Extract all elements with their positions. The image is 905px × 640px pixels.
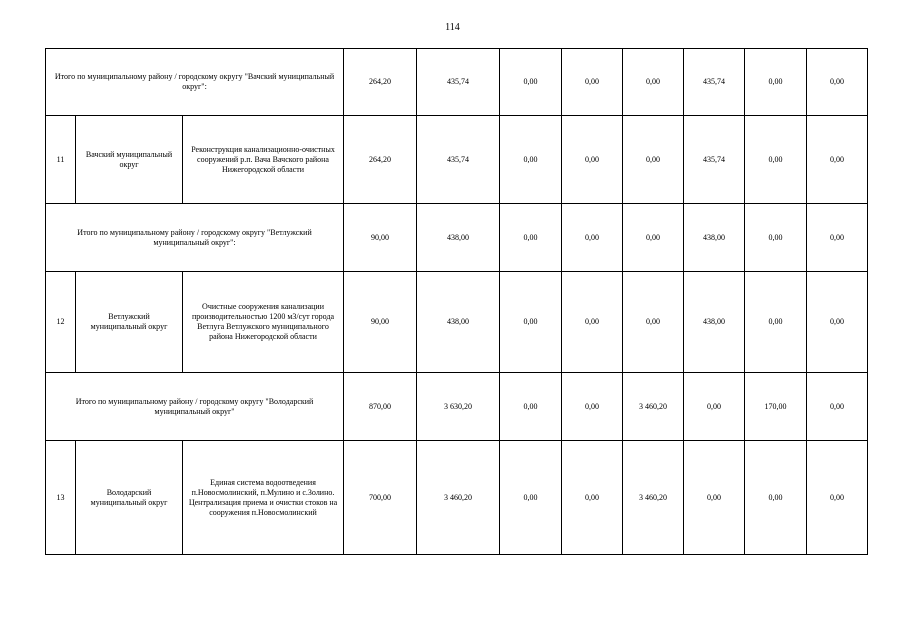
value-cell: 0,00 — [500, 441, 562, 555]
value-cell: 0,00 — [623, 204, 684, 272]
district-name: Володарский муниципальный округ — [76, 441, 183, 555]
value-cell: 0,00 — [745, 204, 807, 272]
value-cell: 0,00 — [623, 272, 684, 373]
value-cell: 435,74 — [684, 49, 745, 116]
value-cell: 264,20 — [344, 116, 417, 204]
table-row-item — [46, 441, 868, 555]
table-row-item — [46, 116, 868, 204]
row-number: 12 — [46, 272, 76, 373]
value-cell: 0,00 — [807, 116, 868, 204]
value-cell: 0,00 — [745, 272, 807, 373]
object-name: Очистные сооружения канализации производительностью 1200 м3/сут города Ветлуга Ветлужского муниципального района Нижегородской области — [183, 272, 344, 373]
table-row-total — [46, 204, 868, 272]
value-cell: 438,00 — [684, 272, 745, 373]
value-cell: 438,00 — [684, 204, 745, 272]
value-cell: 0,00 — [500, 49, 562, 116]
district-name: Вачский муниципальный округ — [76, 116, 183, 204]
district-name: Ветлужский муниципальный округ — [76, 272, 183, 373]
value-cell: 3 460,20 — [623, 373, 684, 441]
value-cell: 870,00 — [344, 373, 417, 441]
budget-table — [45, 48, 868, 555]
value-cell: 0,00 — [562, 272, 623, 373]
value-cell: 3 460,20 — [623, 441, 684, 555]
total-label: Итого по муниципальному району / городскому округу "Ветлужский муниципальный округ": — [46, 204, 344, 272]
value-cell: 0,00 — [745, 441, 807, 555]
row-number: 13 — [46, 441, 76, 555]
value-cell: 0,00 — [562, 373, 623, 441]
object-name: Единая система водоотведения п.Новосмолинский, п.Мулино и с.Золино. Централизация приема и очистки стоков на сооружения п.Новосмолинский — [183, 441, 344, 555]
value-cell: 170,00 — [745, 373, 807, 441]
object-name: Реконструкция канализационно-очистных сооружений р.п. Вача Вачского района Нижегородской области — [183, 116, 344, 204]
value-cell: 0,00 — [745, 116, 807, 204]
value-cell: 0,00 — [500, 272, 562, 373]
table-row-total — [46, 49, 868, 116]
value-cell: 0,00 — [562, 116, 623, 204]
value-cell: 0,00 — [807, 441, 868, 555]
value-cell: 0,00 — [562, 204, 623, 272]
value-cell: 0,00 — [623, 49, 684, 116]
row-number: 11 — [46, 116, 76, 204]
page-number: 114 — [445, 22, 460, 33]
total-label: Итого по муниципальному району / городскому округу "Володарский муниципальный округ" — [46, 373, 344, 441]
table-row-total — [46, 373, 868, 441]
value-cell: 3 460,20 — [417, 441, 500, 555]
table-row-item — [46, 272, 868, 373]
value-cell: 0,00 — [807, 204, 868, 272]
value-cell: 0,00 — [684, 373, 745, 441]
value-cell: 0,00 — [500, 373, 562, 441]
value-cell: 438,00 — [417, 272, 500, 373]
value-cell: 90,00 — [344, 204, 417, 272]
value-cell: 0,00 — [623, 116, 684, 204]
value-cell: 435,74 — [417, 116, 500, 204]
value-cell: 0,00 — [562, 49, 623, 116]
value-cell: 0,00 — [745, 49, 807, 116]
value-cell: 0,00 — [807, 373, 868, 441]
value-cell: 435,74 — [417, 49, 500, 116]
total-label: Итого по муниципальному району / городскому округу "Вачский муниципальный округ": — [46, 49, 344, 116]
value-cell: 0,00 — [500, 116, 562, 204]
value-cell: 3 630,20 — [417, 373, 500, 441]
value-cell: 0,00 — [807, 272, 868, 373]
value-cell: 90,00 — [344, 272, 417, 373]
value-cell: 700,00 — [344, 441, 417, 555]
value-cell: 438,00 — [417, 204, 500, 272]
value-cell: 0,00 — [500, 204, 562, 272]
value-cell: 0,00 — [807, 49, 868, 116]
value-cell: 435,74 — [684, 116, 745, 204]
value-cell: 0,00 — [562, 441, 623, 555]
value-cell: 264,20 — [344, 49, 417, 116]
value-cell: 0,00 — [684, 441, 745, 555]
